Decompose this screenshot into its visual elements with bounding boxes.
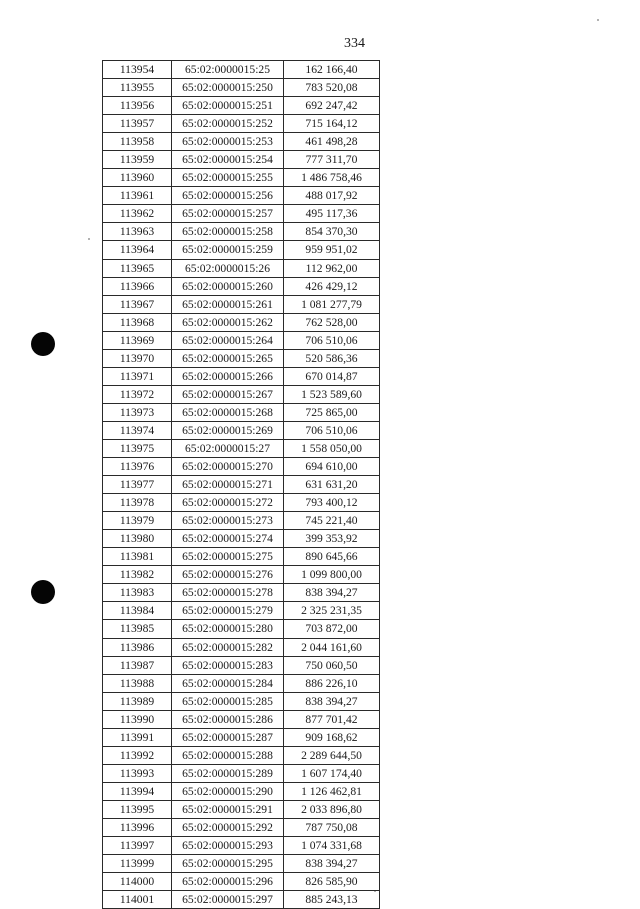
- cadastral-number-cell: 65:02:0000015:295: [172, 855, 284, 873]
- cadastral-number-cell: 65:02:0000015:250: [172, 79, 284, 97]
- table-row: [103, 800, 380, 818]
- table-row: [103, 241, 380, 259]
- cadastral-value-cell: 783 520,08: [284, 79, 380, 97]
- table-row: [103, 79, 380, 97]
- record-number-cell: 113961: [103, 187, 172, 205]
- cadastral-number-cell: 65:02:0000015:252: [172, 115, 284, 133]
- record-number-cell: 113972: [103, 385, 172, 403]
- table-row: [103, 656, 380, 674]
- table-row: [103, 151, 380, 169]
- record-number-cell: 113962: [103, 205, 172, 223]
- cadastral-number-cell: 65:02:0000015:27: [172, 439, 284, 457]
- record-number-cell: 113979: [103, 512, 172, 530]
- cadastral-value-cell: 838 394,27: [284, 692, 380, 710]
- cadastral-number-cell: 65:02:0000015:259: [172, 241, 284, 259]
- cadastral-value-cell: 670 014,87: [284, 367, 380, 385]
- record-number-cell: 113977: [103, 476, 172, 494]
- record-number-cell: 113983: [103, 584, 172, 602]
- table-row: [103, 620, 380, 638]
- cadastral-number-cell: 65:02:0000015:267: [172, 385, 284, 403]
- cadastral-value-cell: 762 528,00: [284, 313, 380, 331]
- cadastral-number-cell: 65:02:0000015:289: [172, 764, 284, 782]
- cadastral-value-cell: 1 607 174,40: [284, 764, 380, 782]
- record-number-cell: 113980: [103, 530, 172, 548]
- cadastral-number-cell: 65:02:0000015:257: [172, 205, 284, 223]
- cadastral-value-cell: 2 033 896,80: [284, 800, 380, 818]
- cadastral-value-cell: 959 951,02: [284, 241, 380, 259]
- cadastral-number-cell: 65:02:0000015:258: [172, 223, 284, 241]
- scan-speck: [88, 238, 90, 240]
- table-row: [103, 169, 380, 187]
- cadastral-value-cell: 877 701,42: [284, 710, 380, 728]
- table-row: [103, 494, 380, 512]
- record-number-cell: 113957: [103, 115, 172, 133]
- record-number-cell: 113971: [103, 367, 172, 385]
- table-row: [103, 61, 380, 79]
- record-number-cell: 113958: [103, 133, 172, 151]
- cadastral-value-cell: 706 510,06: [284, 421, 380, 439]
- scan-speck: [597, 19, 599, 21]
- record-number-cell: 113991: [103, 728, 172, 746]
- table-row: [103, 349, 380, 367]
- cadastral-value-cell: 890 645,66: [284, 548, 380, 566]
- table-row: [103, 403, 380, 421]
- cadastral-value-cell: 631 631,20: [284, 476, 380, 494]
- cadastral-value-cell: 2 289 644,50: [284, 746, 380, 764]
- table-row: [103, 277, 380, 295]
- cadastral-number-cell: 65:02:0000015:256: [172, 187, 284, 205]
- cadastral-number-cell: 65:02:0000015:270: [172, 458, 284, 476]
- table-row: [103, 746, 380, 764]
- table-row: [103, 385, 380, 403]
- cadastral-value-cell: 162 166,40: [284, 61, 380, 79]
- cadastral-value-cell: 1 523 589,60: [284, 385, 380, 403]
- record-number-cell: 113982: [103, 566, 172, 584]
- record-number-cell: 113963: [103, 223, 172, 241]
- record-number-cell: 113959: [103, 151, 172, 169]
- record-number-cell: 113954: [103, 61, 172, 79]
- cadastral-number-cell: 65:02:0000015:291: [172, 800, 284, 818]
- table-row: [103, 837, 380, 855]
- cadastral-number-cell: 65:02:0000015:251: [172, 97, 284, 115]
- table-row: [103, 873, 380, 891]
- cadastral-value-cell: 886 226,10: [284, 674, 380, 692]
- cadastral-value-cell: 725 865,00: [284, 403, 380, 421]
- cadastral-number-cell: 65:02:0000015:280: [172, 620, 284, 638]
- table-row: [103, 548, 380, 566]
- cadastral-number-cell: 65:02:0000015:282: [172, 638, 284, 656]
- cadastral-value-cell: 520 586,36: [284, 349, 380, 367]
- table-row: [103, 530, 380, 548]
- table-row: [103, 421, 380, 439]
- cadastral-number-cell: 65:02:0000015:292: [172, 818, 284, 836]
- table-row: [103, 710, 380, 728]
- table-row: [103, 674, 380, 692]
- record-number-cell: 113993: [103, 764, 172, 782]
- table-row: [103, 512, 380, 530]
- cadastral-number-cell: 65:02:0000015:269: [172, 421, 284, 439]
- table-row: [103, 133, 380, 151]
- cadastral-number-cell: 65:02:0000015:25: [172, 61, 284, 79]
- cadastral-number-cell: 65:02:0000015:293: [172, 837, 284, 855]
- cadastral-value-cell: 750 060,50: [284, 656, 380, 674]
- record-number-cell: 113976: [103, 458, 172, 476]
- cadastral-number-cell: 65:02:0000015:266: [172, 367, 284, 385]
- cadastral-value-cell: 854 370,30: [284, 223, 380, 241]
- cadastral-value-cell: 777 311,70: [284, 151, 380, 169]
- record-number-cell: 113955: [103, 79, 172, 97]
- cadastral-number-cell: 65:02:0000015:273: [172, 512, 284, 530]
- table-row: [103, 187, 380, 205]
- table-row: [103, 476, 380, 494]
- record-number-cell: 113987: [103, 656, 172, 674]
- record-number-cell: 113986: [103, 638, 172, 656]
- cadastral-value-cell: 885 243,13: [284, 891, 380, 909]
- cadastral-number-cell: 65:02:0000015:253: [172, 133, 284, 151]
- cadastral-number-cell: 65:02:0000015:285: [172, 692, 284, 710]
- table-row: [103, 205, 380, 223]
- cadastral-value-cell: 1 099 800,00: [284, 566, 380, 584]
- cadastral-number-cell: 65:02:0000015:275: [172, 548, 284, 566]
- cadastral-value-cell: 461 498,28: [284, 133, 380, 151]
- cadastral-number-cell: 65:02:0000015:268: [172, 403, 284, 421]
- cadastral-number-cell: 65:02:0000015:254: [172, 151, 284, 169]
- table-row: [103, 728, 380, 746]
- cadastral-number-cell: 65:02:0000015:272: [172, 494, 284, 512]
- cadastral-number-cell: 65:02:0000015:290: [172, 782, 284, 800]
- record-number-cell: 113967: [103, 295, 172, 313]
- table-row: [103, 782, 380, 800]
- cadastral-value-cell: 112 962,00: [284, 259, 380, 277]
- cadastral-value-cell: 694 610,00: [284, 458, 380, 476]
- cadastral-value-table: [102, 60, 380, 909]
- record-number-cell: 113997: [103, 837, 172, 855]
- cadastral-number-cell: 65:02:0000015:283: [172, 656, 284, 674]
- cadastral-value-cell: 1 486 758,46: [284, 169, 380, 187]
- record-number-cell: 113956: [103, 97, 172, 115]
- cadastral-number-cell: 65:02:0000015:276: [172, 566, 284, 584]
- cadastral-value-cell: 692 247,42: [284, 97, 380, 115]
- table-row: [103, 295, 380, 313]
- cadastral-number-cell: 65:02:0000015:26: [172, 259, 284, 277]
- record-number-cell: 113969: [103, 331, 172, 349]
- cadastral-number-cell: 65:02:0000015:260: [172, 277, 284, 295]
- cadastral-value-cell: 703 872,00: [284, 620, 380, 638]
- cadastral-value-cell: 2 325 231,35: [284, 602, 380, 620]
- record-number-cell: 113960: [103, 169, 172, 187]
- cadastral-number-cell: 65:02:0000015:265: [172, 349, 284, 367]
- page-number: 334: [344, 36, 365, 51]
- cadastral-value-cell: 1 558 050,00: [284, 439, 380, 457]
- table-row: [103, 367, 380, 385]
- cadastral-value-cell: 1 074 331,68: [284, 837, 380, 855]
- binder-hole: [31, 580, 55, 604]
- record-number-cell: 113994: [103, 782, 172, 800]
- table-row: [103, 331, 380, 349]
- table-row: [103, 223, 380, 241]
- record-number-cell: 113974: [103, 421, 172, 439]
- table-body: [103, 61, 380, 909]
- table-row: [103, 638, 380, 656]
- cadastral-value-cell: 793 400,12: [284, 494, 380, 512]
- cadastral-value-cell: 838 394,27: [284, 855, 380, 873]
- table-row: [103, 313, 380, 331]
- table-row: [103, 818, 380, 836]
- cadastral-number-cell: 65:02:0000015:286: [172, 710, 284, 728]
- cadastral-number-cell: 65:02:0000015:297: [172, 891, 284, 909]
- table-row: [103, 566, 380, 584]
- cadastral-value-cell: 909 168,62: [284, 728, 380, 746]
- record-number-cell: 113975: [103, 439, 172, 457]
- record-number-cell: 113992: [103, 746, 172, 764]
- cadastral-value-cell: 1 081 277,79: [284, 295, 380, 313]
- cadastral-value-cell: 787 750,08: [284, 818, 380, 836]
- table-row: [103, 855, 380, 873]
- record-number-cell: 113966: [103, 277, 172, 295]
- cadastral-value-cell: 706 510,06: [284, 331, 380, 349]
- record-number-cell: 113981: [103, 548, 172, 566]
- cadastral-value-cell: 399 353,92: [284, 530, 380, 548]
- record-number-cell: 113968: [103, 313, 172, 331]
- table-row: [103, 259, 380, 277]
- cadastral-number-cell: 65:02:0000015:284: [172, 674, 284, 692]
- cadastral-number-cell: 65:02:0000015:287: [172, 728, 284, 746]
- table-row: [103, 584, 380, 602]
- table-row: [103, 115, 380, 133]
- cadastral-value-cell: 745 221,40: [284, 512, 380, 530]
- record-number-cell: 114000: [103, 873, 172, 891]
- record-number-cell: 113984: [103, 602, 172, 620]
- record-number-cell: 113995: [103, 800, 172, 818]
- cadastral-value-cell: 715 164,12: [284, 115, 380, 133]
- table-row: [103, 692, 380, 710]
- cadastral-value-cell: 495 117,36: [284, 205, 380, 223]
- cadastral-number-cell: 65:02:0000015:262: [172, 313, 284, 331]
- table-row: [103, 458, 380, 476]
- record-number-cell: 113990: [103, 710, 172, 728]
- cadastral-number-cell: 65:02:0000015:279: [172, 602, 284, 620]
- record-number-cell: 113973: [103, 403, 172, 421]
- table-row: [103, 602, 380, 620]
- record-number-cell: 113996: [103, 818, 172, 836]
- cadastral-value-cell: 2 044 161,60: [284, 638, 380, 656]
- cadastral-number-cell: 65:02:0000015:274: [172, 530, 284, 548]
- record-number-cell: 113964: [103, 241, 172, 259]
- cadastral-number-cell: 65:02:0000015:255: [172, 169, 284, 187]
- cadastral-number-cell: 65:02:0000015:296: [172, 873, 284, 891]
- cadastral-number-cell: 65:02:0000015:288: [172, 746, 284, 764]
- table-row: [103, 439, 380, 457]
- cadastral-value-cell: 426 429,12: [284, 277, 380, 295]
- cadastral-number-cell: 65:02:0000015:278: [172, 584, 284, 602]
- cadastral-number-cell: 65:02:0000015:264: [172, 331, 284, 349]
- table-row: [103, 97, 380, 115]
- record-number-cell: 113988: [103, 674, 172, 692]
- table-row: [103, 891, 380, 909]
- cadastral-value-cell: 488 017,92: [284, 187, 380, 205]
- record-number-cell: 113985: [103, 620, 172, 638]
- record-number-cell: 113965: [103, 259, 172, 277]
- record-number-cell: 113989: [103, 692, 172, 710]
- record-number-cell: 113970: [103, 349, 172, 367]
- binder-hole: [31, 332, 55, 356]
- cadastral-number-cell: 65:02:0000015:271: [172, 476, 284, 494]
- cadastral-value-cell: 826 585,90: [284, 873, 380, 891]
- cadastral-number-cell: 65:02:0000015:261: [172, 295, 284, 313]
- table-row: [103, 764, 380, 782]
- cadastral-value-cell: 838 394,27: [284, 584, 380, 602]
- record-number-cell: 113978: [103, 494, 172, 512]
- record-number-cell: 113999: [103, 855, 172, 873]
- cadastral-value-cell: 1 126 462,81: [284, 782, 380, 800]
- record-number-cell: 114001: [103, 891, 172, 909]
